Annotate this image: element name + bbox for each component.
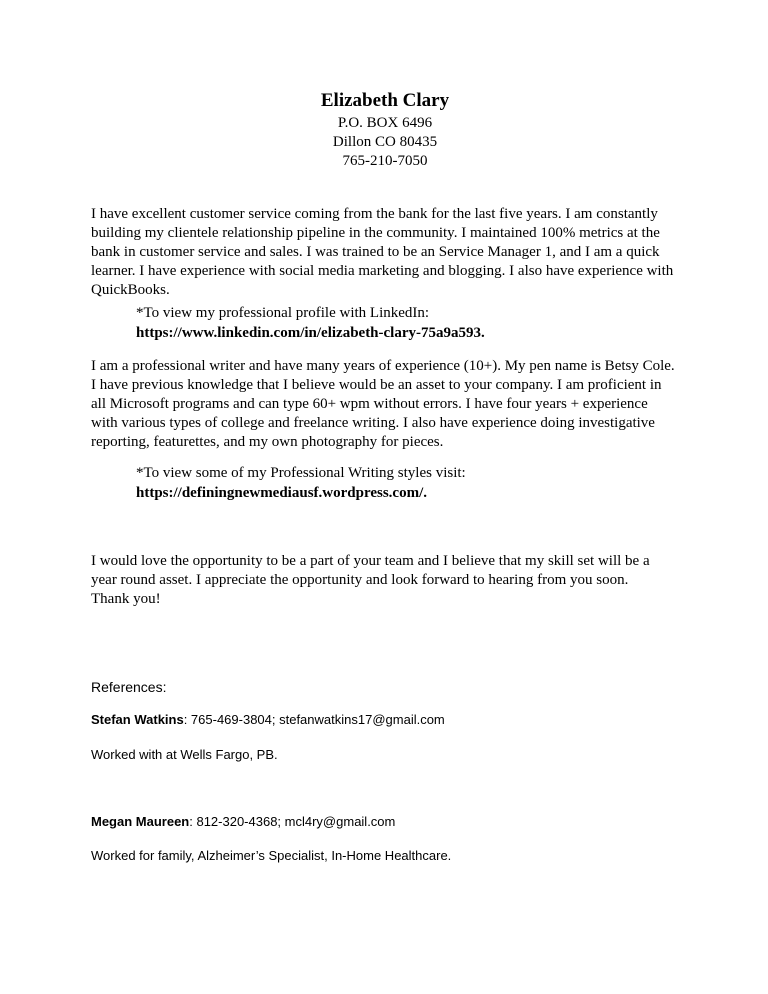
paragraph-line: I am a professional writer and have many years of experience (10+). My pen name is Betsy Cole. bbox=[91, 358, 675, 374]
applicant-name: Elizabeth Clary bbox=[320, 90, 450, 111]
reference-contact: : 812-320-4368; mcl4ry@gmail.com bbox=[189, 814, 396, 829]
paragraph-line: building my clientele relationship pipeline in the community. I maintained 100% metrics at the bbox=[91, 225, 660, 241]
reference-1 bbox=[91, 711, 445, 729]
reference-name: Stefan Watkins bbox=[91, 712, 184, 727]
references-heading: References: bbox=[91, 679, 167, 695]
address-line-1: P.O. BOX 6496 bbox=[337, 115, 433, 131]
writing-label: *To view some of my Professional Writing styles visit: bbox=[136, 465, 466, 481]
paragraph-writing bbox=[91, 357, 691, 452]
address-line-2: Dillon CO 80435 bbox=[332, 134, 438, 150]
paragraph-line: all Microsoft programs and can type 60+ wpm without errors. I have four years + experience bbox=[91, 396, 648, 412]
paragraph-line: I have excellent customer service coming from the bank for the last five years. I am constantly bbox=[91, 206, 658, 222]
paragraph-line: Thank you! bbox=[91, 591, 161, 607]
phone-number: 765-210-7050 bbox=[342, 153, 428, 169]
paragraph-line: I would love the opportunity to be a part of your team and I believe that my skill set will be a bbox=[91, 553, 650, 569]
paragraph-line: QuickBooks. bbox=[91, 282, 170, 298]
paragraph-closing bbox=[91, 552, 691, 609]
paragraph-line: learner. I have experience with social media marketing and blogging. I also have experience with bbox=[91, 263, 674, 279]
paragraph-line: year round asset. I appreciate the opportunity and look forward to hearing from you soon. bbox=[91, 572, 629, 588]
linkedin-url[interactable]: https://www.linkedin.com/in/elizabeth-clary-75a9a593. bbox=[136, 325, 485, 341]
paragraph-line: with various types of college and freelance writing. I also have experience doing investigative bbox=[91, 415, 655, 431]
contact-block bbox=[235, 88, 535, 171]
paragraph-line: bank in customer service and sales. I was trained to be an Service Manager 1, and I am a quick bbox=[91, 244, 660, 260]
linkedin-label: *To view my professional profile with LinkedIn: bbox=[136, 305, 430, 321]
reference-name: Megan Maureen bbox=[91, 814, 190, 829]
writing-url[interactable]: https://definingnewmediausf.wordpress.com/. bbox=[136, 485, 427, 501]
reference-contact: : 765-469-3804; stefanwatkins17@gmail.com bbox=[183, 712, 445, 727]
reference-2 bbox=[91, 813, 395, 831]
reference-2-note: Worked for family, Alzheimer’s Specialist, In-Home Healthcare. bbox=[91, 848, 452, 863]
paragraph-experience bbox=[91, 205, 691, 300]
paragraph-line: I have previous knowledge that I believe would be an asset to your company. I am proficient in bbox=[91, 377, 662, 393]
paragraph-line: reporting, featurettes, and my own photography for pieces. bbox=[91, 434, 444, 450]
reference-1-note: Worked with at Wells Fargo, PB. bbox=[91, 747, 278, 762]
